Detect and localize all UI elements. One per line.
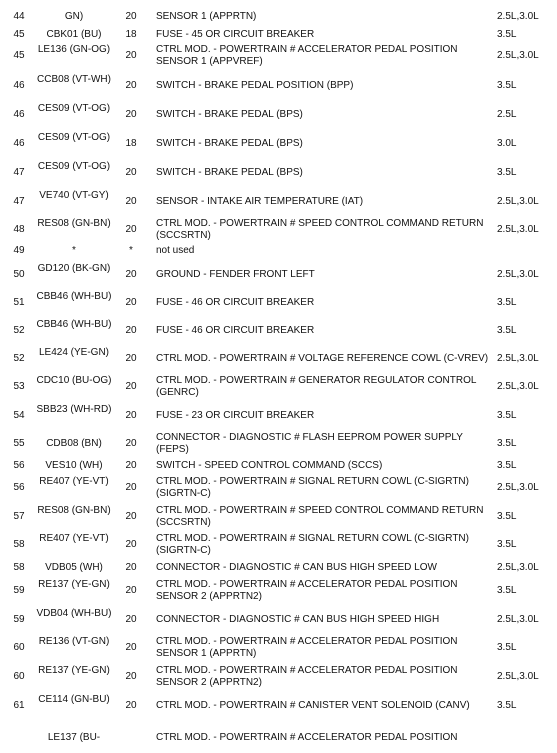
table-circuit-cell: CES09 (VT-OG) <box>37 161 111 172</box>
table-engine-cell: 2.5L,3.0L <box>497 269 539 280</box>
table-pin-cell: 56 <box>13 482 25 493</box>
table-function-cell: CTRL MOD. - POWERTRAIN # SPEED CONTROL COMMAND RETURN (SCCSRTN) <box>156 505 484 528</box>
table-row <box>0 475 557 501</box>
table-function-cell: CONNECTOR - DIAGNOSTIC # CAN BUS HIGH SPEED LOW <box>156 562 437 573</box>
table-function-cell: CTRL MOD. - POWERTRAIN # SIGNAL RETURN COWL (C-SIGRTN) (SIGRTN-C) <box>156 533 469 556</box>
table-row <box>0 561 557 575</box>
table-circuit-cell: SBB23 (WH-RD) <box>36 404 112 415</box>
table-pin-cell: 51 <box>13 297 25 308</box>
table-engine-cell: 2.5L,3.0L <box>497 614 539 625</box>
table-circuit-cell: LE136 (GN-OG) <box>37 44 111 55</box>
table-circuit-cell: RE136 (VT-GN) <box>38 636 110 647</box>
table-function-cell: CONNECTOR - DIAGNOSTIC # CAN BUS HIGH SPEED HIGH <box>156 614 440 625</box>
table-row <box>0 403 557 429</box>
table-circuit-cell: CES09 (VT-OG) <box>37 103 111 114</box>
table-pin-cell: 45 <box>13 29 25 40</box>
table-function-cell: CTRL MOD. - POWERTRAIN # ACCELERATOR PEDAL POSITION <box>156 732 458 743</box>
table-pin-cell: 59 <box>13 585 25 596</box>
table-pin-cell: 55 <box>13 438 25 449</box>
table-engine-cell: 3.5L <box>497 410 517 421</box>
table-row <box>0 189 557 215</box>
table-circuit-cell: VDB05 (WH) <box>45 562 103 573</box>
table-engine-cell: 3.5L <box>497 539 517 550</box>
table-row <box>0 217 557 243</box>
table-function-cell: CTRL MOD. - POWERTRAIN # ACCELERATOR PEDAL POSITION SENSOR 1 (APPRTN) <box>156 636 458 659</box>
table-gauge-cell: 20 <box>125 482 137 493</box>
table-pin-cell: 56 <box>13 460 25 471</box>
table-row <box>0 244 557 258</box>
table-function-cell: FUSE - 46 OR CIRCUIT BREAKER <box>156 297 315 308</box>
table-pin-cell: 46 <box>13 138 25 149</box>
table-function-cell: SWITCH - BRAKE PEDAL (BPS) <box>156 138 303 149</box>
table-function-cell: SWITCH - BRAKE PEDAL (BPS) <box>156 167 303 178</box>
table-gauge-cell: 20 <box>125 671 137 682</box>
table-row <box>0 431 557 457</box>
table-function-cell: SENSOR - INTAKE AIR TEMPERATURE (IAT) <box>156 196 364 207</box>
table-function-cell: FUSE - 23 OR CIRCUIT BREAKER <box>156 410 315 421</box>
table-row <box>0 607 557 633</box>
table-engine-cell: 2.5L,3.0L <box>497 671 539 682</box>
table-gauge-cell: 20 <box>125 50 137 61</box>
table-row <box>0 102 557 128</box>
table-engine-cell: 2.5L,3.0L <box>497 11 539 22</box>
table-function-cell: SENSOR 1 (APPRTN) <box>156 11 257 22</box>
table-row <box>0 578 557 604</box>
table-gauge-cell: 20 <box>125 381 137 392</box>
table-engine-cell: 2.5L,3.0L <box>497 562 539 573</box>
table-row <box>0 131 557 157</box>
table-pin-cell: 58 <box>13 562 25 573</box>
table-function-cell: CTRL MOD. - POWERTRAIN # SPEED CONTROL COMMAND RETURN (SCCSRTN) <box>156 218 484 241</box>
table-row <box>0 725 557 751</box>
table-pin-cell: 47 <box>13 167 25 178</box>
table-row <box>0 318 557 344</box>
table-row <box>0 28 557 42</box>
table-gauge-cell: 20 <box>125 353 137 364</box>
table-pin-cell: 61 <box>13 700 25 711</box>
table-circuit-cell: RE407 (YE-VT) <box>39 533 109 544</box>
table-engine-cell: 3.5L <box>497 460 517 471</box>
table-circuit-cell: CDC10 (BU-OG) <box>36 375 112 386</box>
table-engine-cell: 2.5L <box>497 109 517 120</box>
table-pin-cell: 48 <box>13 224 25 235</box>
table-engine-cell: 3.5L <box>497 585 517 596</box>
table-pin-cell: 52 <box>13 353 25 364</box>
table-engine-cell: 2.5L,3.0L <box>497 482 539 493</box>
table-function-cell: CONNECTOR - DIAGNOSTIC # FLASH EEPROM POWER SUPPLY (FEPS) <box>156 432 463 455</box>
table-function-cell: FUSE - 46 OR CIRCUIT BREAKER <box>156 325 315 336</box>
table-row <box>0 374 557 400</box>
table-pin-cell: 57 <box>13 511 25 522</box>
table-function-cell: CTRL MOD. - POWERTRAIN # ACCELERATOR PEDAL POSITION SENSOR 2 (APPRTN2) <box>156 665 458 688</box>
table-gauge-cell: 20 <box>125 539 137 550</box>
table-circuit-cell: * <box>72 245 76 256</box>
table-circuit-cell: CES09 (VT-OG) <box>37 132 111 143</box>
table-engine-cell: 3.5L <box>497 325 517 336</box>
table-gauge-cell: 20 <box>125 167 137 178</box>
table-gauge-cell: 20 <box>125 562 137 573</box>
table-engine-cell: 3.5L <box>497 511 517 522</box>
table-circuit-cell: CE114 (GN-BU) <box>38 694 110 705</box>
table-function-cell: GROUND - FENDER FRONT LEFT <box>156 269 315 280</box>
table-pin-cell: 44 <box>13 11 25 22</box>
table-engine-cell: 3.5L <box>497 297 517 308</box>
table-circuit-cell: CBB46 (WH-BU) <box>36 319 112 330</box>
table-pin-cell: 45 <box>13 50 25 61</box>
table-gauge-cell: 20 <box>125 460 137 471</box>
table-engine-cell: 3.5L <box>497 167 517 178</box>
table-gauge-cell: 20 <box>125 109 137 120</box>
table-gauge-cell: 20 <box>125 511 137 522</box>
table-function-cell: SWITCH - BRAKE PEDAL (BPS) <box>156 109 303 120</box>
table-row <box>0 693 557 719</box>
table-engine-cell: 3.5L <box>497 438 517 449</box>
table-circuit-cell: RE407 (YE-VT) <box>39 476 109 487</box>
table-circuit-cell: RE137 (YE-GN) <box>38 665 110 676</box>
table-circuit-cell: LE137 (BU- <box>47 732 101 743</box>
table-pin-cell: 49 <box>13 245 25 256</box>
table-pin-cell: 53 <box>13 381 25 392</box>
table-row <box>0 10 557 24</box>
table-engine-cell: 2.5L,3.0L <box>497 224 539 235</box>
table-function-cell: CTRL MOD. - POWERTRAIN # ACCELERATOR PEDAL POSITION SENSOR 2 (APPRTN2) <box>156 579 458 602</box>
table-engine-cell: 2.5L,3.0L <box>497 353 539 364</box>
table-pin-cell: 59 <box>13 614 25 625</box>
table-pin-cell: 47 <box>13 196 25 207</box>
table-engine-cell: 2.5L,3.0L <box>497 50 539 61</box>
table-pin-cell: 60 <box>13 671 25 682</box>
table-function-cell: CTRL MOD. - POWERTRAIN # ACCELERATOR PEDAL POSITION SENSOR 1 (APPVREF) <box>156 44 458 67</box>
table-gauge-cell: 20 <box>125 11 137 22</box>
table-gauge-cell: 20 <box>125 642 137 653</box>
table-circuit-cell: CBK01 (BU) <box>46 29 102 40</box>
table-pin-cell: 50 <box>13 269 25 280</box>
table-row <box>0 73 557 99</box>
table-pin-cell: 54 <box>13 410 25 421</box>
table-row <box>0 43 557 69</box>
table-function-cell: CTRL MOD. - POWERTRAIN # SIGNAL RETURN COWL (C-SIGRTN) (SIGRTN-C) <box>156 476 469 499</box>
table-function-cell: not used <box>156 245 195 256</box>
table-function-cell: FUSE - 45 OR CIRCUIT BREAKER <box>156 29 315 40</box>
table-gauge-cell: 20 <box>125 700 137 711</box>
table-gauge-cell: 18 <box>125 138 137 149</box>
table-row <box>0 664 557 690</box>
table-gauge-cell: 20 <box>125 224 137 235</box>
table-engine-cell: 3.5L <box>497 642 517 653</box>
table-gauge-cell: 20 <box>125 269 137 280</box>
table-row <box>0 290 557 316</box>
table-engine-cell: 3.5L <box>497 700 517 711</box>
table-gauge-cell: 18 <box>125 29 137 40</box>
table-gauge-cell: 20 <box>125 196 137 207</box>
table-circuit-cell: VE740 (VT-GY) <box>39 190 109 201</box>
table-function-cell: CTRL MOD. - POWERTRAIN # GENERATOR REGULATOR CONTROL (GENRC) <box>156 375 477 398</box>
table-function-cell: SWITCH - BRAKE PEDAL POSITION (BPP) <box>156 80 354 91</box>
table-circuit-cell: RES08 (GN-BN) <box>37 218 111 229</box>
table-row <box>0 532 557 558</box>
table-function-cell: CTRL MOD. - POWERTRAIN # VOLTAGE REFERENCE COWL (C-VREV) <box>156 353 489 364</box>
table-engine-cell: 3.5L <box>497 29 517 40</box>
table-gauge-cell: 20 <box>125 614 137 625</box>
table-gauge-cell: 20 <box>125 80 137 91</box>
table-row <box>0 459 557 473</box>
table-engine-cell: 3.0L <box>497 138 517 149</box>
table-circuit-cell: LE424 (YE-GN) <box>38 347 110 358</box>
table-pin-cell: 58 <box>13 539 25 550</box>
table-circuit-cell: VES10 (WH) <box>45 460 103 471</box>
table-gauge-cell: 20 <box>125 325 137 336</box>
table-circuit-cell: RES08 (GN-BN) <box>37 505 111 516</box>
table-gauge-cell: 20 <box>125 438 137 449</box>
table-engine-cell: 2.5L,3.0L <box>497 381 539 392</box>
table-gauge-cell: * <box>129 245 133 256</box>
table-circuit-cell: CCB08 (VT-WH) <box>37 74 111 85</box>
table-row <box>0 262 557 288</box>
table-row <box>0 635 557 661</box>
table-engine-cell: 3.5L <box>497 80 517 91</box>
table-pin-cell: 46 <box>13 80 25 91</box>
table-row <box>0 346 557 372</box>
table-circuit-cell: RE137 (YE-GN) <box>38 579 110 590</box>
table-circuit-cell: VDB04 (WH-BU) <box>36 608 112 619</box>
table-circuit-cell: CBB46 (WH-BU) <box>36 291 112 302</box>
table-gauge-cell: 20 <box>125 410 137 421</box>
table-circuit-cell: GD120 (BK-GN) <box>37 263 111 274</box>
table-gauge-cell: 20 <box>125 297 137 308</box>
table-engine-cell: 2.5L,3.0L <box>497 196 539 207</box>
table-circuit-cell: GN) <box>64 11 84 22</box>
table-pin-cell: 60 <box>13 642 25 653</box>
table-function-cell: CTRL MOD. - POWERTRAIN # CANISTER VENT SOLENOID (CANV) <box>156 700 470 711</box>
table-pin-cell: 46 <box>13 109 25 120</box>
table-row <box>0 504 557 530</box>
table-function-cell: SWITCH - SPEED CONTROL COMMAND (SCCS) <box>156 460 383 471</box>
table-gauge-cell: 20 <box>125 585 137 596</box>
table-circuit-cell: CDB08 (BN) <box>46 438 102 449</box>
table-row <box>0 160 557 186</box>
table-pin-cell: 52 <box>13 325 25 336</box>
